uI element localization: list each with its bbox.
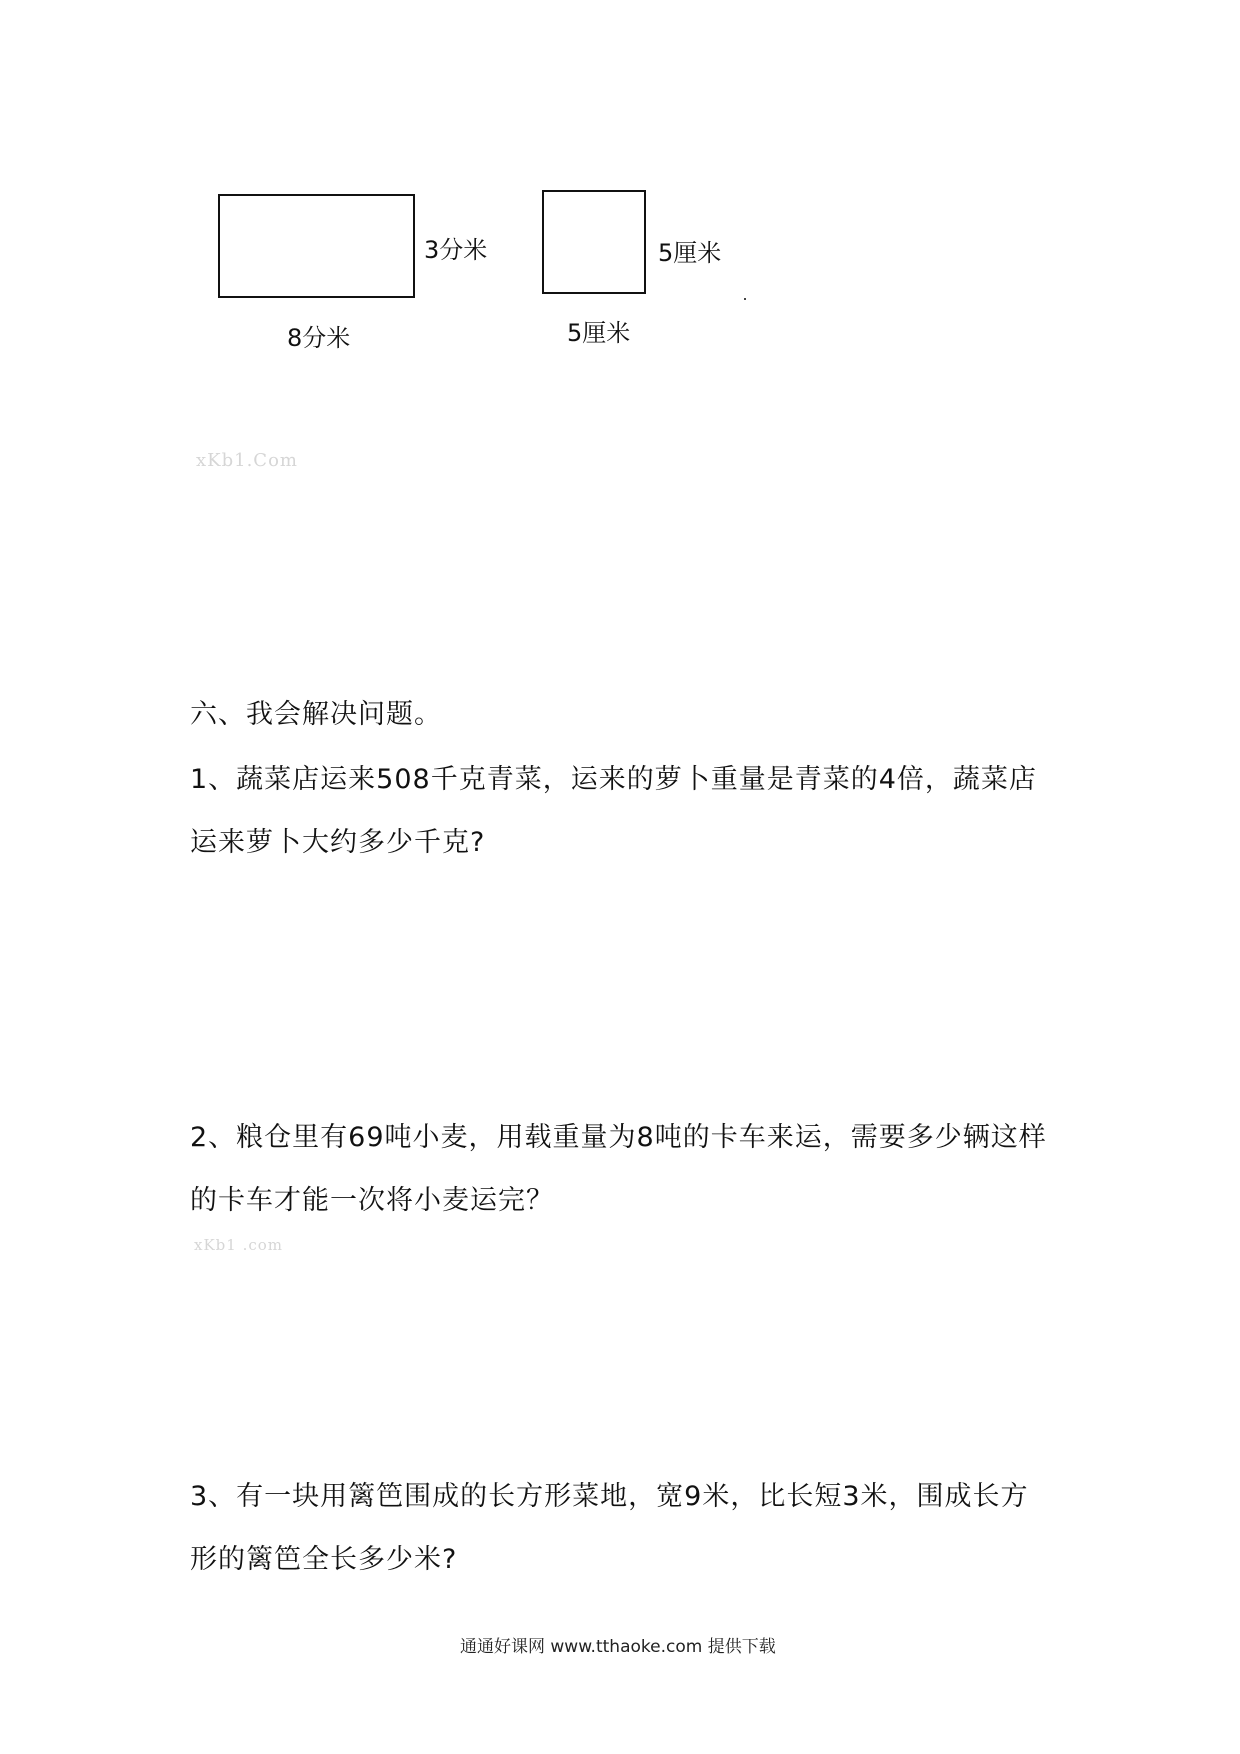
rectangle-width-label: 8分米 bbox=[287, 324, 351, 352]
square-width-label: 5厘米 bbox=[567, 319, 631, 347]
watermark-top: xKb1.Com bbox=[196, 450, 298, 471]
section-heading: 六、我会解决问题。 bbox=[190, 699, 442, 730]
rectangle-figure bbox=[218, 194, 415, 298]
question-3-line-1: 3、有一块用篱笆围成的长方形菜地，宽9米，比长短3米，围成长方 bbox=[190, 1481, 1029, 1512]
question-1-line-1: 1、蔬菜店运来508千克青菜，运来的萝卜重量是青菜的4倍，蔬菜店 bbox=[190, 764, 1037, 795]
question-3-line-2: 形的篱笆全长多少米? bbox=[190, 1544, 458, 1575]
page-footer: 通通好课网 www.tthaoke.com 提供下载 bbox=[460, 1637, 776, 1657]
square-figure bbox=[542, 190, 646, 294]
stray-dot bbox=[744, 298, 746, 300]
watermark-middle: xKb1 .com bbox=[194, 1236, 284, 1254]
question-1-line-2: 运来萝卜大约多少千克? bbox=[190, 827, 486, 858]
question-2-line-1: 2、粮仓里有69吨小麦，用载重量为8吨的卡车来运，需要多少辆这样 bbox=[190, 1122, 1047, 1153]
square-height-label: 5厘米 bbox=[658, 239, 722, 267]
question-2-line-2: 的卡车才能一次将小麦运完？ bbox=[190, 1185, 554, 1216]
rectangle-height-label: 3分米 bbox=[424, 236, 488, 264]
